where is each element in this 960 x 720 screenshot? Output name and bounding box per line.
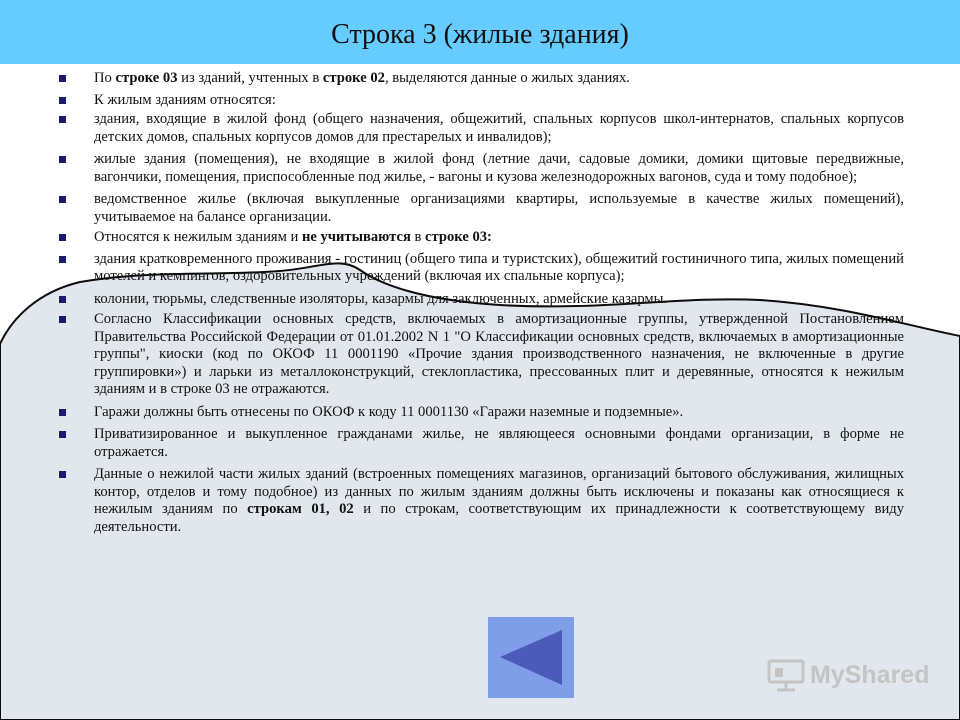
- bullet-text: в: [410, 229, 426, 245]
- bullet-text: жилые здания (помещения), не входящие в жилой фонд (летние дачи, садовые домики, домики щитовые передвижные, вагончики, помещения, приспособленные под жилье, - вагоны и кузова железнодорожных вагонов, суда и тому подобное);: [94, 151, 904, 185]
- bullet-marker: [59, 256, 66, 263]
- bullet-text-bold: не учитываются: [301, 229, 411, 245]
- title-bar: [0, 0, 960, 64]
- back-button[interactable]: [488, 617, 574, 698]
- bullet-text: колонии, тюрьмы, следственные изоляторы, казармы для заключенных, армейские казармы.: [94, 290, 668, 307]
- bullet-text: Приватизированное и выкупленное гражданами жилье, не являющееся основными фондами организации, в форме не отражается.: [94, 426, 904, 460]
- bullet-text: Гаражи должны быть отнесены по ОКОФ к коду 11 0001130 «Гаражи наземные и подземные».: [94, 403, 684, 420]
- triangle-left-icon: [488, 617, 574, 698]
- bullet-marker: [59, 234, 66, 241]
- bullet-text: из зданий, учтенных в: [177, 70, 323, 86]
- bullet-marker: [59, 471, 66, 478]
- bullet-marker: [59, 116, 66, 123]
- bullet-text: здания, входящие в жилой фонд (общего назначения, общежитий, спальных корпусов школ-интернатов, спальных корпусов детских домов, спальных корпусов домов для престарелых и инвалидов);: [94, 111, 904, 145]
- bullet-marker: [59, 431, 66, 438]
- bullet-text: и по строкам, соответствующим их принадлежности к соответствующему виду деятельности.: [94, 501, 905, 535]
- bullet-text-bold: строке 02: [322, 70, 385, 86]
- bullet-text: ведомственное жилье (включая выкупленные организациями квартиры, используемые в качестве жилых помещений), учитываемое на балансе организации.: [94, 191, 904, 225]
- bullet-text-bold: строкам 01, 02: [247, 501, 354, 517]
- bullet-text: Данные о нежилой части жилых зданий (встроенных помещениях магазинов, организаций бытового обслуживания, жилищных контор, отделов и тому подобное) из данных по жилым зданиям должны быть исключены и показаны как относящиеся к нежилым зданиям по: [94, 466, 904, 517]
- bullet-text: Относятся к нежилым зданиям и: [94, 229, 302, 245]
- presentation-icon: [766, 658, 806, 692]
- bullet-marker: [59, 196, 66, 203]
- bullet-marker: [59, 296, 66, 303]
- bullet-marker: [59, 409, 66, 416]
- bullet-item: [58, 311, 904, 399]
- bullet-text: Согласно Классификации основных средств, включаемых в амортизационные группы, утвержденной Постановлением Правительства Российской Федерации от 01.01.2002 N 1 "О Классификации основных средств, включаемых в амортизационные группы", киоски (код по ОКОФ 11 0001190 «Прочие здания производственного назначения, не включенные в другие группировки») и ларьки из металлоконструкций, стеклопластика, прессованных плит и деревянные, относятся к нежилым зданиям и в строке 03 не отражаются.: [94, 311, 904, 397]
- bullet-marker: [59, 75, 66, 82]
- bullet-item: [58, 466, 904, 536]
- bullet-text-bold: строке 03:: [425, 229, 492, 245]
- bullet-marker: [59, 156, 66, 163]
- bullet-item: [58, 291, 904, 309]
- bullet-list: [58, 70, 904, 536]
- bullet-text: , выделяются данные о жилых зданиях.: [384, 70, 630, 86]
- bullet-marker: [59, 97, 66, 104]
- bullet-item: [58, 251, 904, 286]
- bullet-item: [58, 426, 904, 461]
- bullet-item: [58, 229, 904, 247]
- bullet-item: [58, 92, 904, 110]
- watermark: [766, 655, 929, 695]
- bullet-text: К жилым зданиям относятся:: [94, 91, 276, 108]
- bullet-item: [58, 151, 904, 186]
- bullet-item: [58, 404, 904, 422]
- bullet-item: [58, 191, 904, 226]
- bullet-text-bold: строке 03: [115, 70, 178, 86]
- bullet-item: [58, 70, 904, 88]
- bullet-item: [58, 111, 904, 146]
- bullet-marker: [59, 316, 66, 323]
- watermark-text: MyShared: [810, 660, 930, 689]
- bullet-text: По: [94, 70, 116, 86]
- slide-title: Строка 3 (жилые здания): [331, 19, 629, 50]
- bullet-text: здания кратковременного проживания - гостиниц (общего типа и туристских), общежитий гостиничного типа, жилых помещений мотелей и кемпингов, оздоровительных учреждений (включая их спальные корпуса);: [94, 250, 904, 284]
